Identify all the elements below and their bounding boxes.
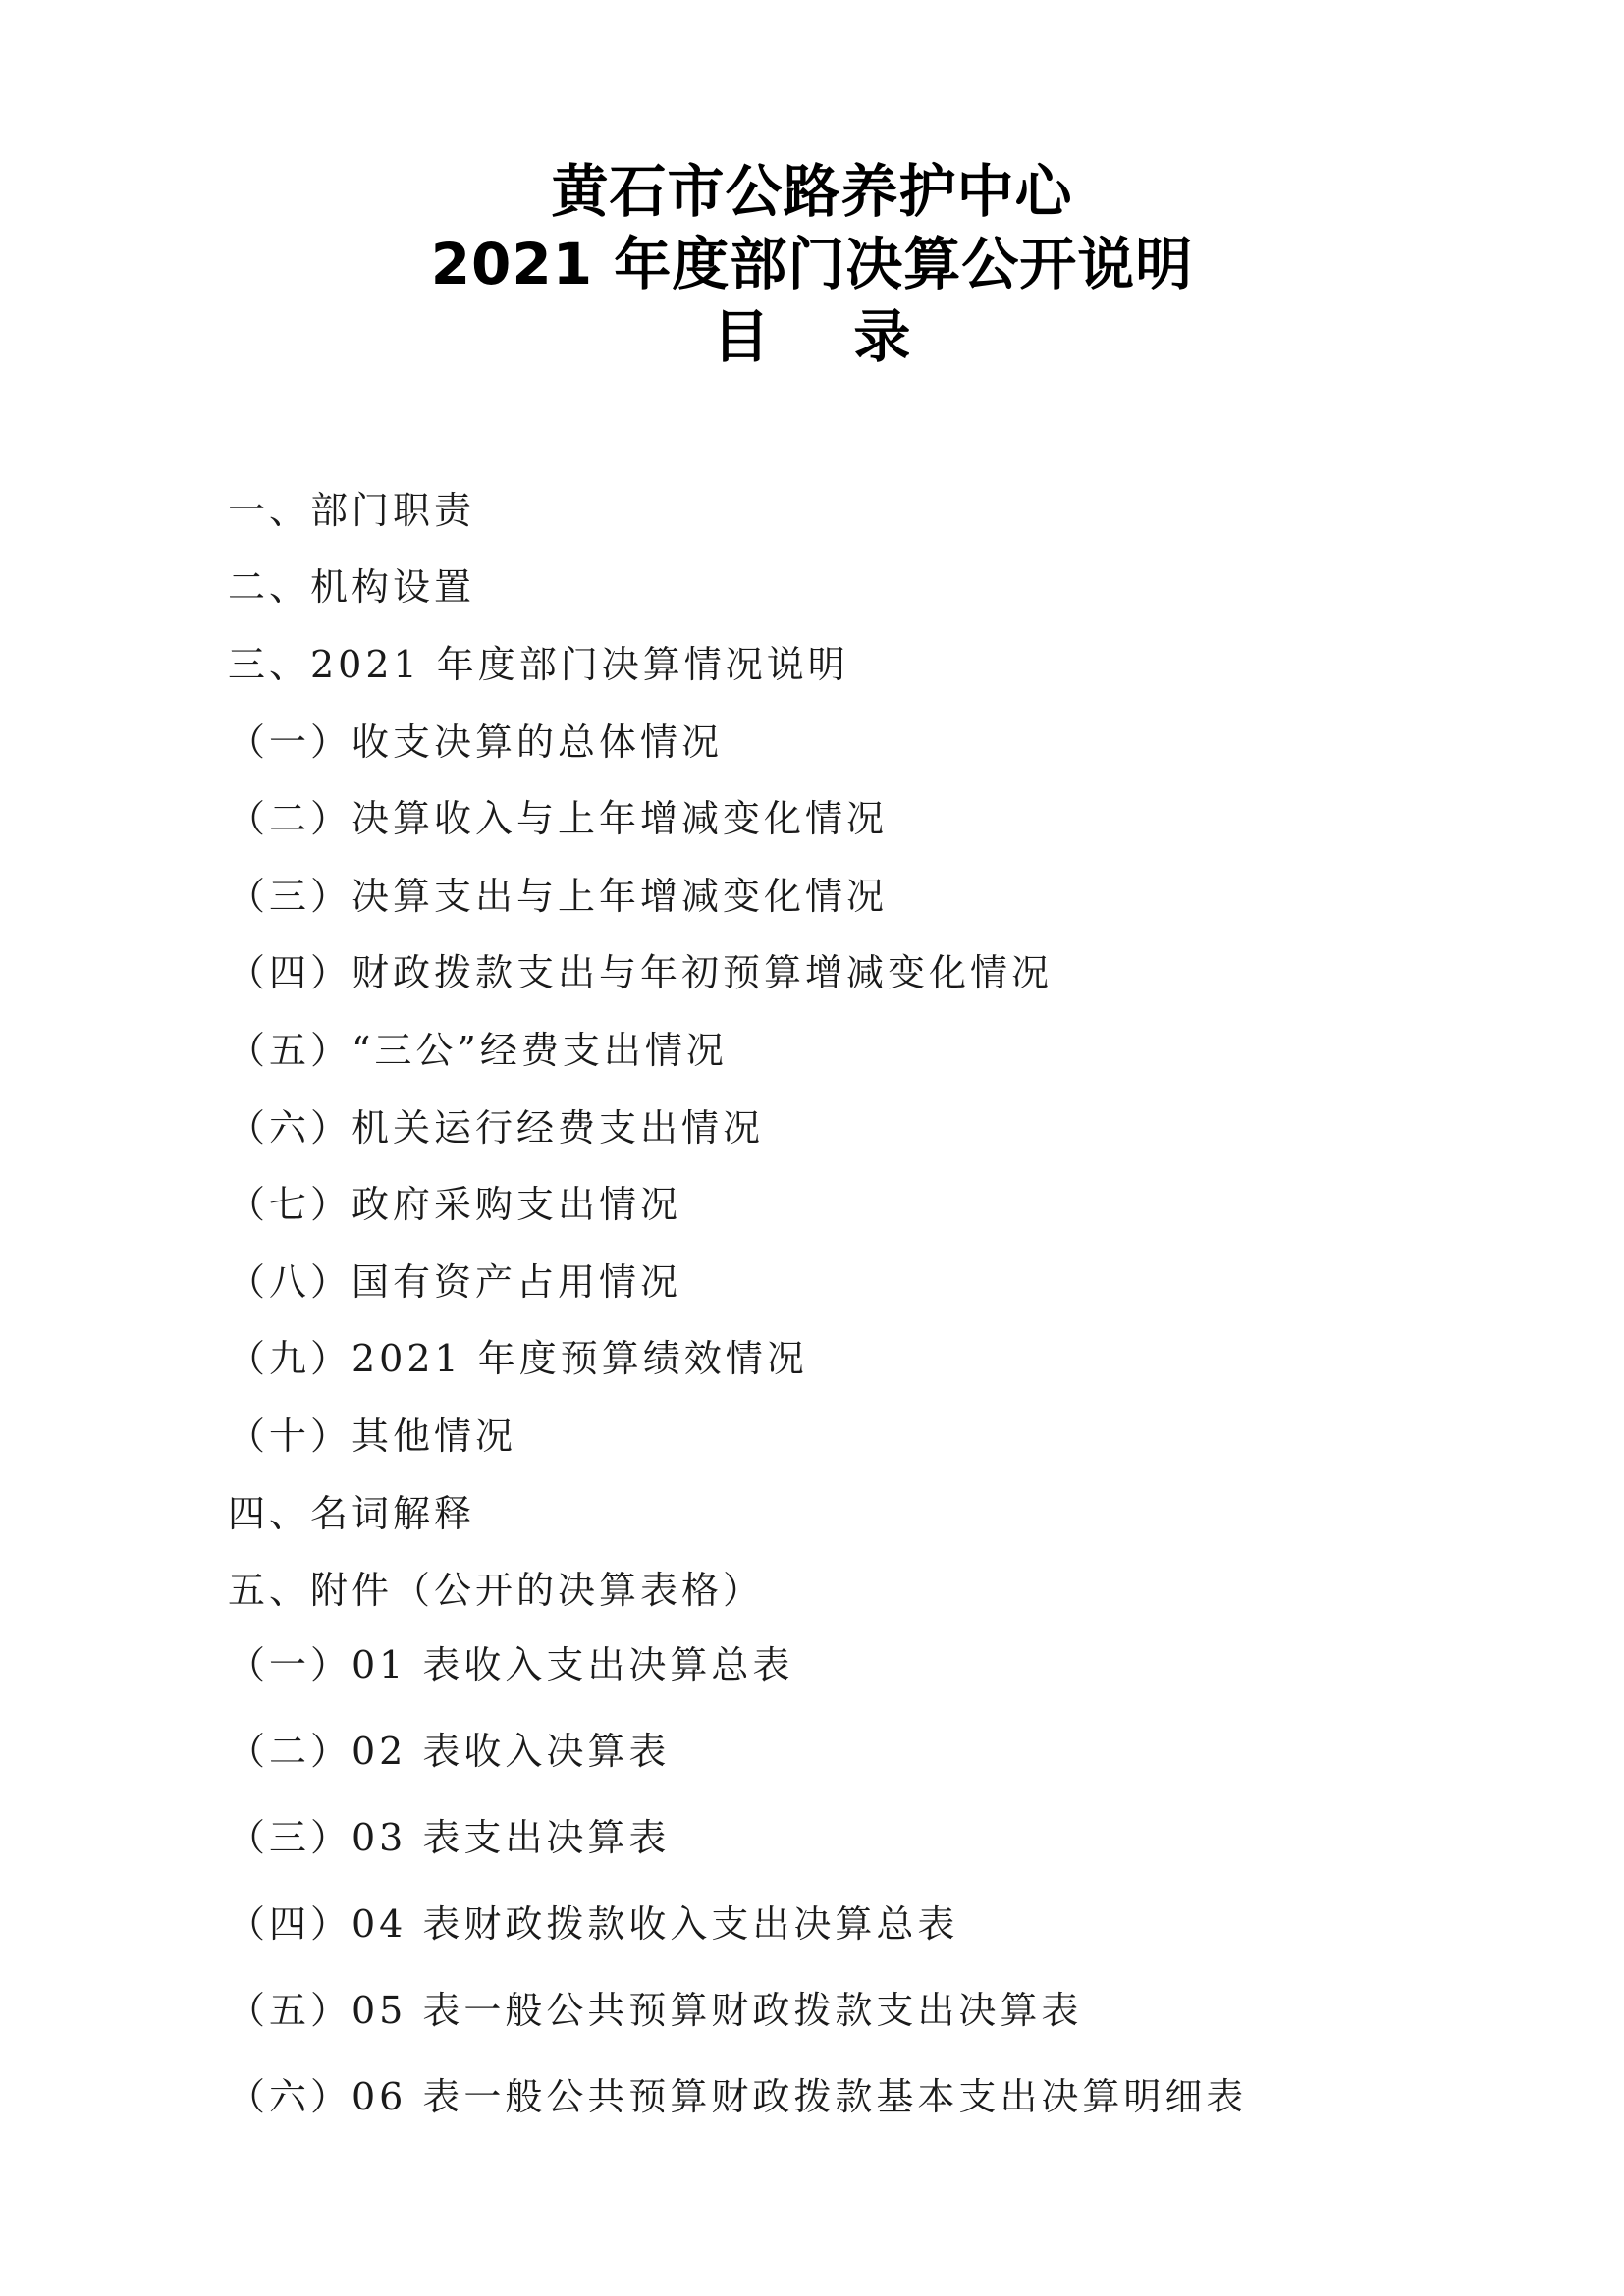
toc-item: （一）01 表收入支出决算总表	[228, 1643, 794, 1686]
toc-item: （一）收支决算的总体情况	[228, 721, 724, 764]
toc-item: （四）04 表财政拨款收入支出决算总表	[228, 1902, 959, 1946]
toc-item: 四、名词解释	[228, 1492, 476, 1535]
toc-item: 二、机构设置	[228, 565, 476, 609]
toc-item: （五）05 表一般公共预算财政拨款支出决算表	[228, 1989, 1083, 2032]
toc-item: （四）财政拨款支出与年初预算增减变化情况	[228, 951, 1054, 994]
toc-item: （五）“三公”经费支出情况	[228, 1029, 728, 1072]
toc-item: （八）国有资产占用情况	[228, 1260, 682, 1304]
toc-item: 五、附件（公开的决算表格）	[228, 1569, 765, 1612]
title-contents-heading: 目 录	[712, 303, 912, 370]
title-organization: 黄石市公路养护中心	[551, 158, 1073, 225]
toc-item: （六）06 表一般公共预算财政拨款基本支出决算明细表	[228, 2075, 1248, 2118]
toc-item: （十）其他情况	[228, 1415, 517, 1458]
toc-item: （二）02 表收入决算表	[228, 1730, 671, 1773]
title-report-name: 2021 年度部门决算公开说明	[430, 231, 1194, 297]
toc-item: 一、部门职责	[228, 489, 476, 532]
toc-item: （三）决算支出与上年增减变化情况	[228, 875, 889, 918]
toc-item: （七）政府采购支出情况	[228, 1183, 682, 1226]
toc-item: （二）决算收入与上年增减变化情况	[228, 797, 889, 840]
toc-item: （九）2021 年度预算绩效情况	[228, 1337, 808, 1380]
toc-item: （三）03 表支出决算表	[228, 1816, 671, 1859]
toc-item: （六）机关运行经费支出情况	[228, 1106, 765, 1149]
toc-item: 三、2021 年度部门决算情况说明	[228, 643, 849, 686]
